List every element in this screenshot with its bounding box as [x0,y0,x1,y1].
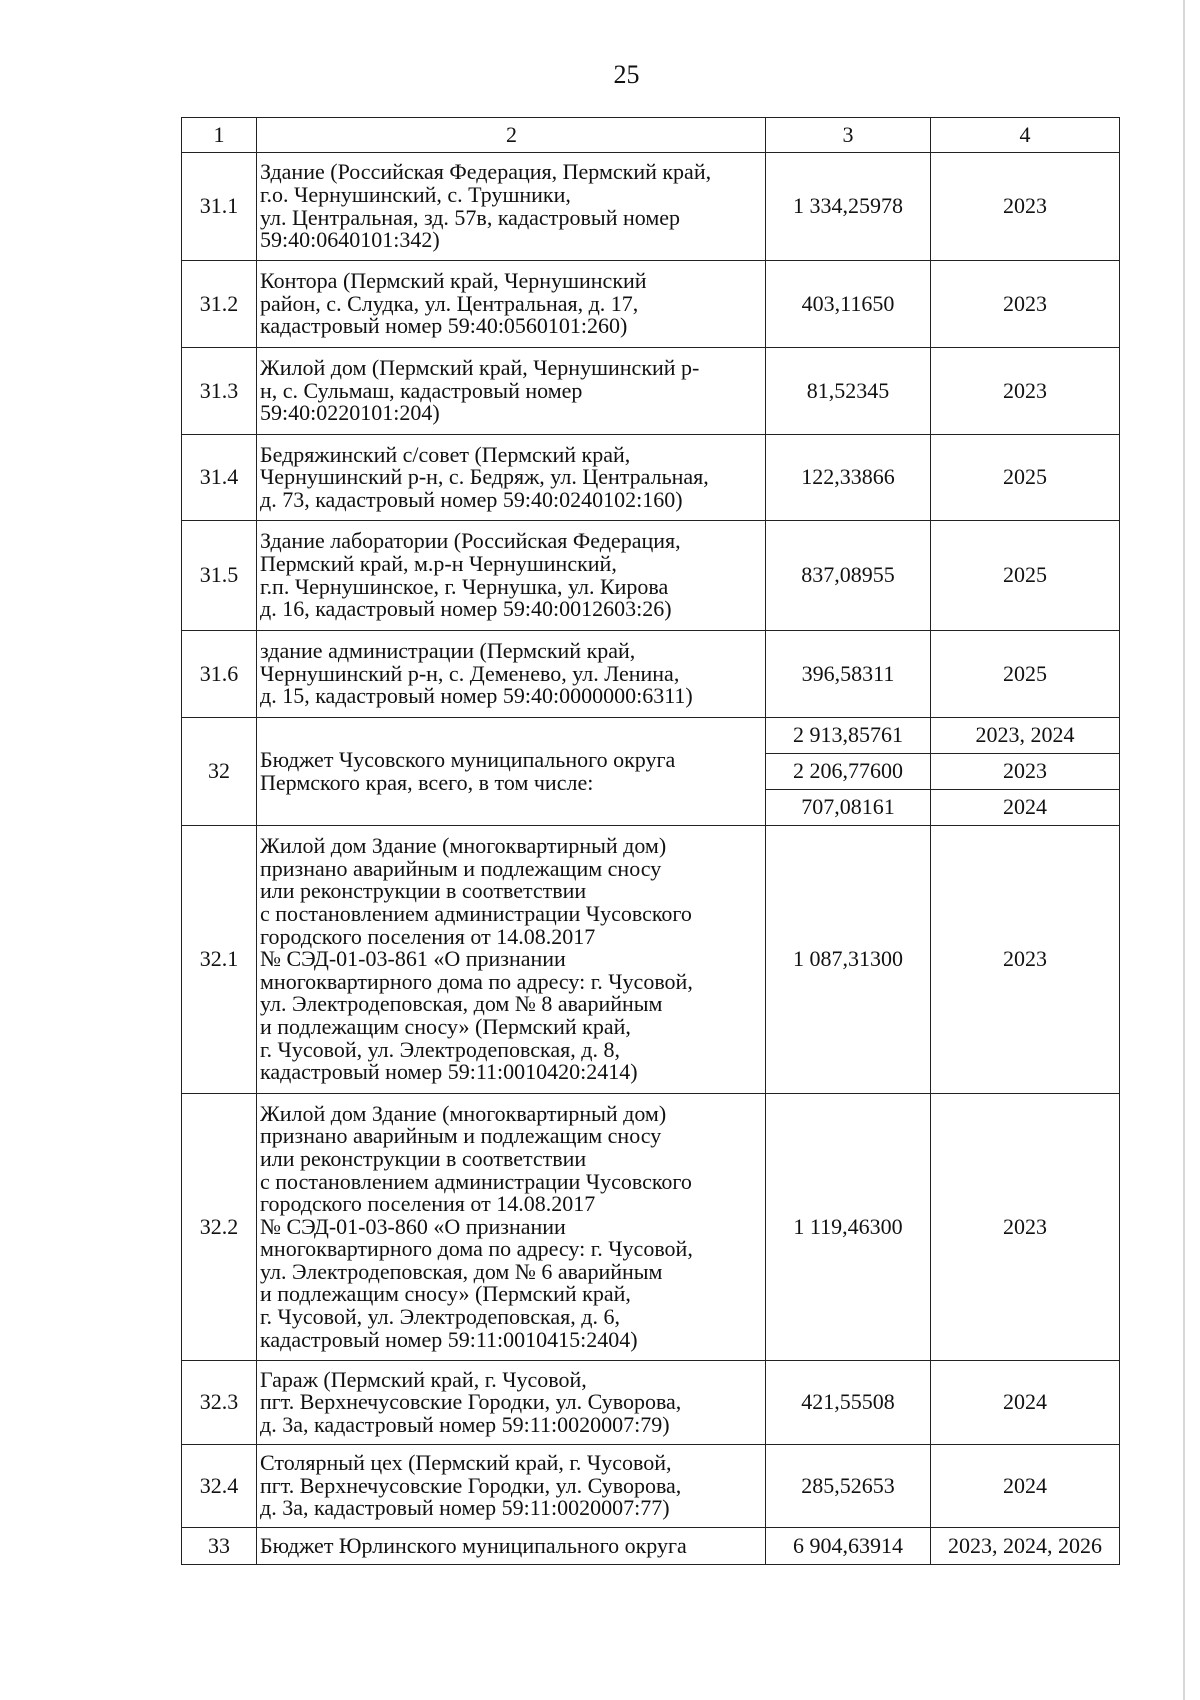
row-year: 2023 [931,153,1120,261]
page-number: 25 [613,60,640,89]
row-year: 2024 [931,1445,1120,1528]
row-amount: 421,55508 [766,1361,931,1445]
table-row [182,631,1120,718]
row-number: 31.6 [182,631,257,718]
row-number: 32.2 [182,1094,257,1361]
row-amount: 122,33866 [766,435,931,521]
header-col-1: 1 [182,118,257,153]
row-year: 2023 [931,348,1120,435]
row-description: Здание (Российская Федерация, Пермский край, г.о. Чернушинский, с. Трушники, ул. Центральная, зд. 57в, кадастровый номер 59:40:0640101:342) [257,153,766,261]
row-number: 31.3 [182,348,257,435]
row-description: Столярный цех (Пермский край, г. Чусовой, пгт. Верхнечусовские Городки, ул. Суворова, д. 3а, кадастровый номер 59:11:0020007:77) [257,1445,766,1528]
row-number: 32 [182,718,257,826]
table-row [182,1528,1120,1565]
table-header-row [182,118,1120,153]
row-description: Жилой дом Здание (многоквартирный дом) признано аварийным и подлежащим сносу или реконструкции в соответствии с постановлением администрации Чусовского городского поселения от 14.08.2017 № СЭД-01-03-860 «О признании многоквартирного дома по адресу: г. Чусовой, ул. Электродеповская, дом № 6 аварийным и подлежащим сносу» (Пермский край, г. Чусовой, ул. Электродеповская, д. 6, кадастровый номер 59:11:0010415:2404) [257,1094,766,1361]
row-number: 32.4 [182,1445,257,1528]
table-row [182,348,1120,435]
row-description: Бюджет Чусовского муниципального округа Пермского края, всего, в том числе: [257,718,766,826]
table-row [182,521,1120,631]
header-col-4: 4 [931,118,1120,153]
row-year: 2025 [931,521,1120,631]
row-year: 2023, 2024, 2026 [931,1528,1120,1565]
header-col-3: 3 [766,118,931,153]
row-year: 2023 [931,261,1120,348]
table-row [182,153,1120,261]
table-row [182,1445,1120,1528]
table-row [182,261,1120,348]
row-amount: 403,11650 [766,261,931,348]
row-year: 2023 [931,754,1120,790]
row-number: 31.5 [182,521,257,631]
row-year: 2023 [931,1094,1120,1361]
row-amount: 2 913,85761 [766,718,931,754]
row-amount: 81,52345 [766,348,931,435]
table-row [182,826,1120,1094]
row-amount: 285,52653 [766,1445,931,1528]
row-amount: 6 904,63914 [766,1528,931,1565]
row-year: 2024 [931,1361,1120,1445]
scan-edge-line [1183,0,1185,1700]
row-description: Контора (Пермский край, Чернушинский район, с. Слудка, ул. Центральная, д. 17, кадастровый номер 59:40:0560101:260) [257,261,766,348]
row-year: 2023, 2024 [931,718,1120,754]
row-description: Жилой дом (Пермский край, Чернушинский р- н, с. Сульмаш, кадастровый номер 59:40:0220101:204) [257,348,766,435]
row-description: здание администрации (Пермский край, Чернушинский р-н, с. Деменево, ул. Ленина, д. 15, кадастровый номер 59:40:0000000:6311) [257,631,766,718]
row-number: 31.1 [182,153,257,261]
table-row [182,435,1120,521]
row-amount: 1 334,25978 [766,153,931,261]
row-number: 31.4 [182,435,257,521]
row-year: 2024 [931,790,1120,826]
row-number: 32.1 [182,826,257,1094]
row-number: 33 [182,1528,257,1565]
row-amount: 1 087,31300 [766,826,931,1094]
row-description: Жилой дом Здание (многоквартирный дом) признано аварийным и подлежащим сносу или реконструкции в соответствии с постановлением администрации Чусовского городского поселения от 14.08.2017 № СЭД-01-03-861 «О признании многоквартирного дома по адресу: г. Чусовой, ул. Электродеповская, дом № 8 аварийным и подлежащим сносу» (Пермский край, г. Чусовой, ул. Электродеповская, д. 8, кадастровый номер 59:11:0010420:2414) [257,826,766,1094]
row-amount: 1 119,46300 [766,1094,931,1361]
row-number: 31.2 [182,261,257,348]
row-description: Бедряжинский с/совет (Пермский край, Чернушинский р-н, с. Бедряж, ул. Центральная, д. 73, кадастровый номер 59:40:0240102:160) [257,435,766,521]
row-amount: 396,58311 [766,631,931,718]
row-amount: 2 206,77600 [766,754,931,790]
row-number: 32.3 [182,1361,257,1445]
table-row [182,1094,1120,1361]
row-amount: 707,08161 [766,790,931,826]
row-amount: 837,08955 [766,521,931,631]
row-year: 2023 [931,826,1120,1094]
row-description: Бюджет Юрлинского муниципального округа [257,1528,766,1565]
row-year: 2025 [931,631,1120,718]
table-row-budget-total [182,718,1120,754]
row-description: Гараж (Пермский край, г. Чусовой, пгт. Верхнечусовские Городки, ул. Суворова, д. 3а, кадастровый номер 59:11:0020007:79) [257,1361,766,1445]
budget-table [181,117,1120,1565]
row-year: 2025 [931,435,1120,521]
table-row [182,1361,1120,1445]
header-col-2: 2 [257,118,766,153]
row-description: Здание лаборатории (Российская Федерация, Пермский край, м.р-н Чернушинский, г.п. Чернушинское, г. Чернушка, ул. Кирова д. 16, кадастровый номер 59:40:0012603:26) [257,521,766,631]
